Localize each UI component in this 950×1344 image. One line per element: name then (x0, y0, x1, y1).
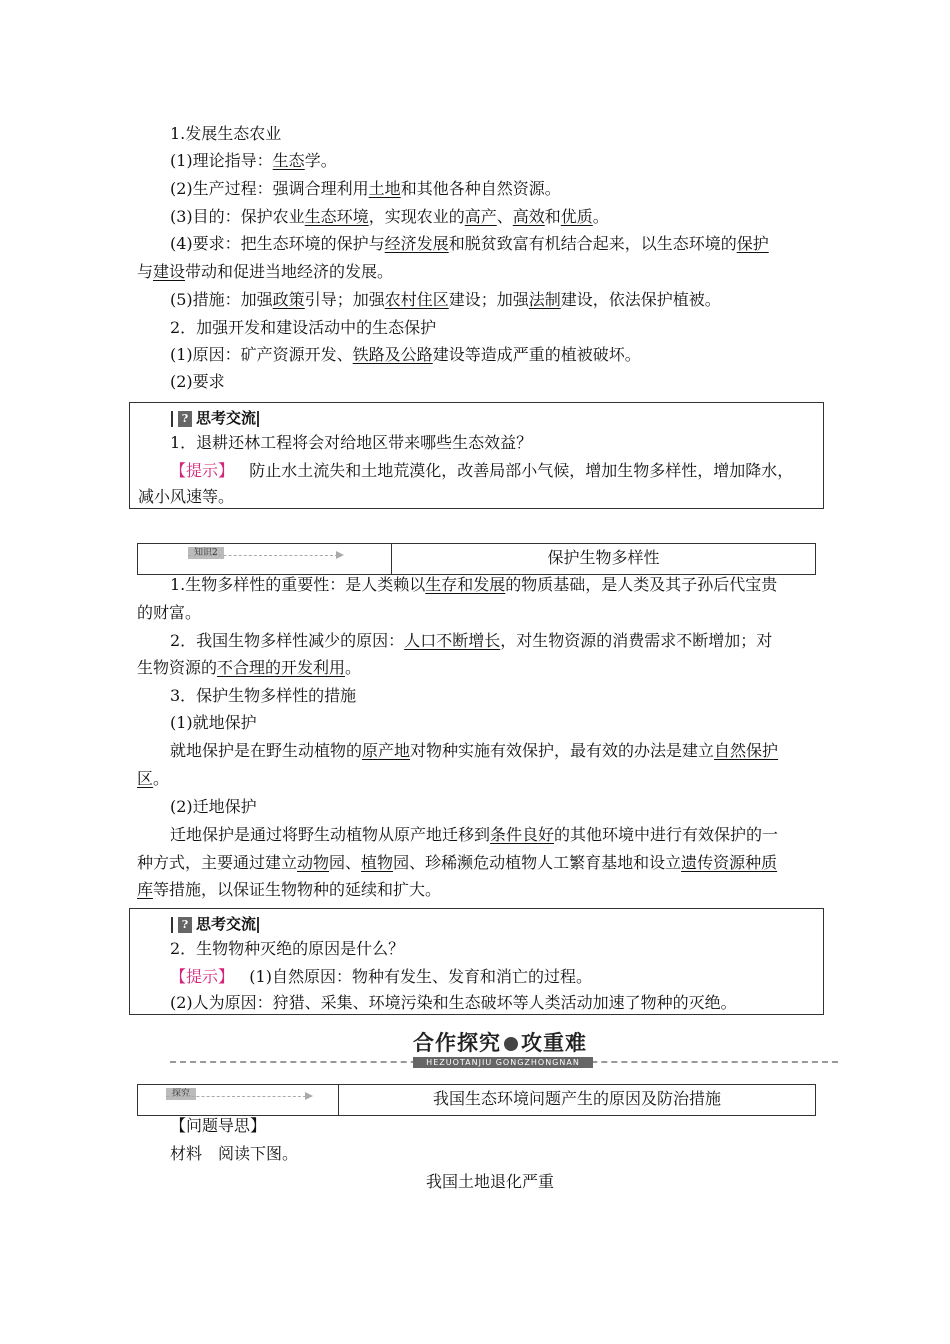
think-question: 2．生物物种灭绝的原因是什么？ (170, 939, 405, 958)
text-line: 就地保护是在野生动植物的原产地对物种实施有效保护，最有效的办法是建立自然保护 (170, 741, 779, 760)
arrow-icon (305, 1092, 313, 1100)
section-header-biodiversity (137, 543, 816, 575)
text-line: 种方式，主要通过建立动物园、植物园、珍稀濒危动植物人工繁育基地和设立遗传资源种质 (137, 853, 778, 872)
figure-caption: 我国土地退化严重 (425, 1172, 554, 1191)
think-box-1 (129, 402, 824, 509)
text-line: (1)理论指导：生态学。 (170, 151, 337, 170)
material-line: 材料 阅读下图。 (170, 1144, 299, 1163)
heading-measures: 3．保护生物多样性的措施 (170, 686, 357, 705)
arrow-icon (336, 551, 344, 559)
heading-dev-protection: 2．加强开发和建设活动中的生态保护 (170, 318, 437, 337)
banner-title: 合作探究 攻重难 (413, 1031, 587, 1055)
text-line: 与建设带动和促进当地经济的发展。 (137, 262, 394, 281)
tip-label: 【提示】 (170, 967, 235, 986)
text-line: (4)要求：把生态环境的保护与经济发展和脱贫致富有机结合起来，以生态环境的保护 (170, 234, 769, 253)
text-line: (3)目的：保护农业生态环境，实现农业的高产、高效和优质。 (170, 207, 609, 226)
think-answer-cont: (2)人为原因：狩猎、采集、环境污染和生态破坏等人类活动加速了物种的灭绝。 (170, 993, 737, 1012)
text-line: 2．我国生物多样性减少的原因：人口不断增长，对生物资源的消费需求不断增加；对 (170, 631, 773, 650)
think-answer: 【提示】 防止水土流失和土地荒漠化，改善局部小气候，增加生物多样性，增加降水， (170, 461, 794, 480)
text-line: (5)措施：加强政策引导；加强农村住区建设；加强法制建设，依法保护植被。 (170, 290, 721, 309)
text-line: 迁地保护是通过将野生动植物从原产地迁移到条件良好的其他环境中进行有效保护的一 (170, 825, 779, 844)
text-line: 的财富。 (137, 603, 202, 622)
question-icon: ? (178, 917, 192, 933)
text-line: 区。 (137, 769, 170, 788)
section-title: 保护生物多样性 (547, 548, 660, 567)
tip-label: 【提示】 (170, 461, 235, 480)
think-answer: 【提示】 (1)自然原因：物种有发生、发育和消亡的过程。 (170, 967, 592, 986)
text-line: (2)迁地保护 (170, 797, 257, 816)
knowledge-tag: 知识2 (188, 547, 224, 559)
text-line: 生物资源的不合理的开发利用。 (137, 658, 362, 677)
inquiry-tag: 探究 (166, 1088, 196, 1100)
heading-eco-agriculture: 1.发展生态农业 (170, 124, 282, 143)
think-box-2 (129, 908, 824, 1015)
text-line: 库等措施，以保证生物物种的延续和扩大。 (137, 880, 442, 899)
question-guide-heading: 【问题导思】 (170, 1116, 267, 1135)
text-line: (1)就地保护 (170, 713, 257, 732)
cooperation-banner (170, 1030, 838, 1072)
think-question: 1．退耕还林工程将会对给地区带来哪些生态效益？ (170, 433, 533, 452)
question-icon: ? (178, 411, 192, 427)
text-line: 1.生物多样性的重要性：是人类赖以生存和发展的物质基础，是人类及其子孙后代宝贵 (170, 575, 778, 594)
section-title: 我国生态环境问题产生的原因及防治措施 (432, 1089, 721, 1108)
think-answer-cont: 减小风速等。 (138, 487, 235, 506)
arrow-line (188, 555, 338, 556)
think-header: ? 思考交流 (170, 915, 260, 933)
think-header: ? 思考交流 (170, 409, 260, 427)
text-line: (2)生产过程：强调合理利用土地和其他各种自然资源。 (170, 179, 561, 198)
text-line: (1)原因：矿产资源开发、铁路及公路建设等造成严重的植被破坏。 (170, 345, 641, 364)
text-line: (2)要求 (170, 372, 225, 391)
banner-pinyin: HEZUOTANJIU GONGZHONGNAN (413, 1057, 593, 1068)
arrow-line (166, 1096, 306, 1097)
section-header-inquiry (137, 1084, 816, 1116)
bullet-icon (504, 1037, 518, 1051)
